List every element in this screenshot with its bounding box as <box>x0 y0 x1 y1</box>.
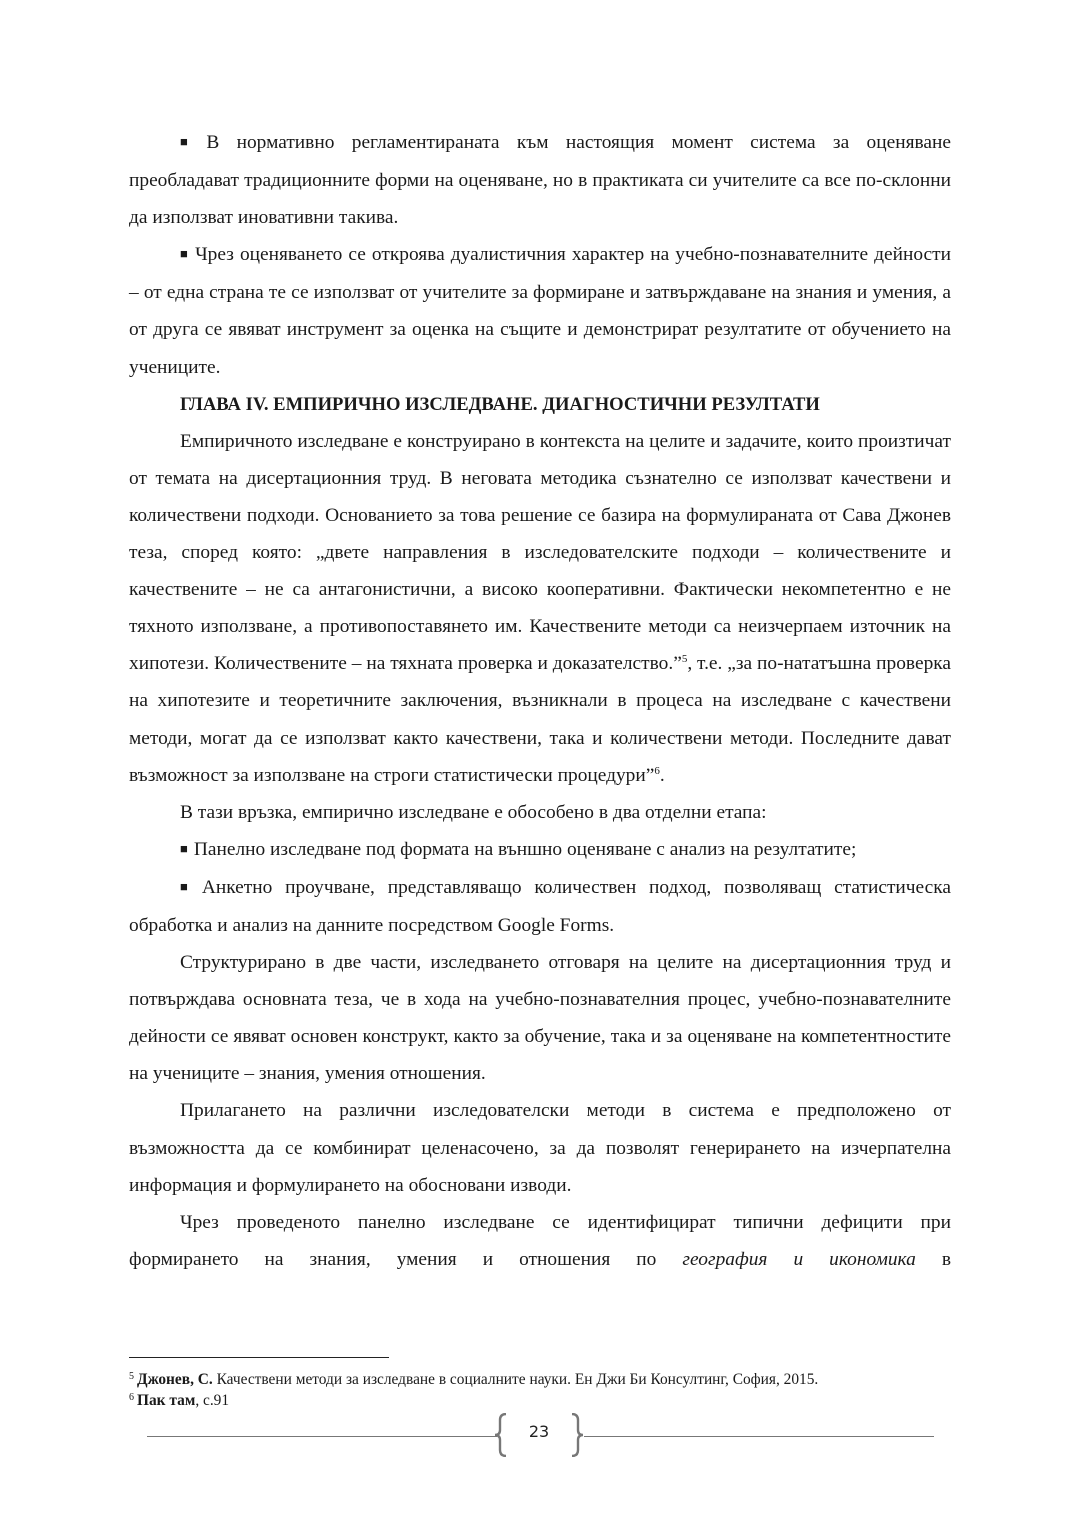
footnotes <box>129 1369 969 1411</box>
footnote-author: Джонев, С. <box>137 1371 213 1388</box>
paragraph-methodology <box>129 423 951 794</box>
footnote-text: , с.91 <box>195 1392 230 1409</box>
bullet-icon: ■ <box>180 134 201 149</box>
footnote-number: 6 <box>129 1392 134 1403</box>
paragraph-text: в <box>915 1248 951 1270</box>
paragraph-stage-1 <box>129 831 951 869</box>
paragraph-text: Панелно изследване под формата на външно оценяване с анализ на резултатите; <box>193 838 857 860</box>
document-body <box>129 124 951 1278</box>
footnote-5 <box>129 1369 969 1390</box>
paragraph-text: Анкетно проучване, представляващо количествен подход, позволяващ статистическа обработка и анализ на данните посредством Google Forms. <box>129 876 951 936</box>
paragraph-bullet-1 <box>129 124 951 236</box>
footnote-number: 5 <box>129 1371 134 1382</box>
footnote-ref-6: 6 <box>654 764 660 777</box>
chapter-heading: ГЛАВА IV. ЕМПИРИЧНО ИЗСЛЕДВАНЕ. ДИАГНОСТИЧНИ РЕЗУЛТАТИ <box>180 393 820 415</box>
right-brace-icon <box>570 1413 584 1457</box>
footer-rule-left <box>147 1436 497 1437</box>
footnote-author: Пак там <box>137 1392 196 1409</box>
paragraph-stages-intro: В тази връзка, емпирично изследване е обособено в два отделни етапа: <box>180 801 767 823</box>
footer-rule-right <box>584 1436 934 1437</box>
paragraph-panel-study <box>129 1204 951 1278</box>
left-brace-icon <box>494 1413 508 1457</box>
paragraph-italic-text: география и икономика <box>682 1248 916 1270</box>
bullet-icon: ■ <box>180 246 190 262</box>
paragraph-text: В нормативно регламентираната към настоящия момент система за оценяване преобладават традиционните форми на оценяване, но в практиката си учителите са все по-склонни да използват иновативни такива. <box>129 132 951 229</box>
paragraph-text: , т.е. „за по-нататъшна проверка на хипотезите и теоретичните заключения, възникнали в процеса на изследване с качествени методи, могат да се използват както качествени, така и количествени методи. Последните дават възможност за използване на строги статистически процедури” <box>129 653 952 786</box>
paragraph-bullet-2 <box>129 236 951 385</box>
paragraph-text: Чрез оценяването се откроява дуалистичния характер на учебно-познавателните дейности – от една страна те се използват от учителите за формиране и затвърждаване на знания и умения, а от друга се явяват инструмент за оценка на същите и демонстрират резултатите от обучението на учениците. <box>129 244 951 378</box>
paragraph-stage-2 <box>129 869 951 944</box>
footnote-ref-5: 5 <box>681 653 688 666</box>
page-number: 23 <box>528 1422 550 1441</box>
footnote-text: Качествени методи за изследване в социалните науки. Ен Джи Би Консултинг, София, 2015. <box>212 1371 819 1388</box>
bullet-icon: ■ <box>180 840 188 856</box>
paragraph-text: . <box>659 764 665 786</box>
footnote-separator <box>129 1357 389 1358</box>
paragraph-text: Емпиричното изследване е конструирано в контекста на целите и задачите, които произтичат от темата на дисертационния труд. В неговата методика съзнателно се използват качествени и количествени подходи. Основанието за това решение се базира на формулираната от Сава Джонев теза, според която: „двете направления в изследователските подходи – количествените и качествените – не са антагонистични, а високо кооперативни. Фактически некомпетентно е не тяхното използване, а противопоставянето им. Качествените методи са неизчерпаем източник на хипотези. Количествените – на тяхната проверка и доказателство.” <box>129 430 951 675</box>
paragraph-structure: Структурирано в две части, изследването отговаря на целите на дисертационния труд и потвърждава основната теза, че в хода на учебно-познавателния процес, учебно-познавателните дейности се явяват основен конструкт, както за обучение, така и за оценяване на компетентностите на учениците – знания, умения отношения. <box>129 952 951 1085</box>
bullet-icon: ■ <box>180 878 196 894</box>
paragraph-methods: Прилагането на различни изследователски методи в система е предположено от възможността да се комбинират целенасочено, за да позволят генерирането на изчерпателна информация и формулирането на обосновани изводи. <box>129 1100 951 1196</box>
footnote-6 <box>129 1390 969 1411</box>
paragraph-text: Чрез проведеното панелно изследване се идентифицират типични дефицити при формирането на знания, умения и отношения по <box>129 1211 951 1270</box>
